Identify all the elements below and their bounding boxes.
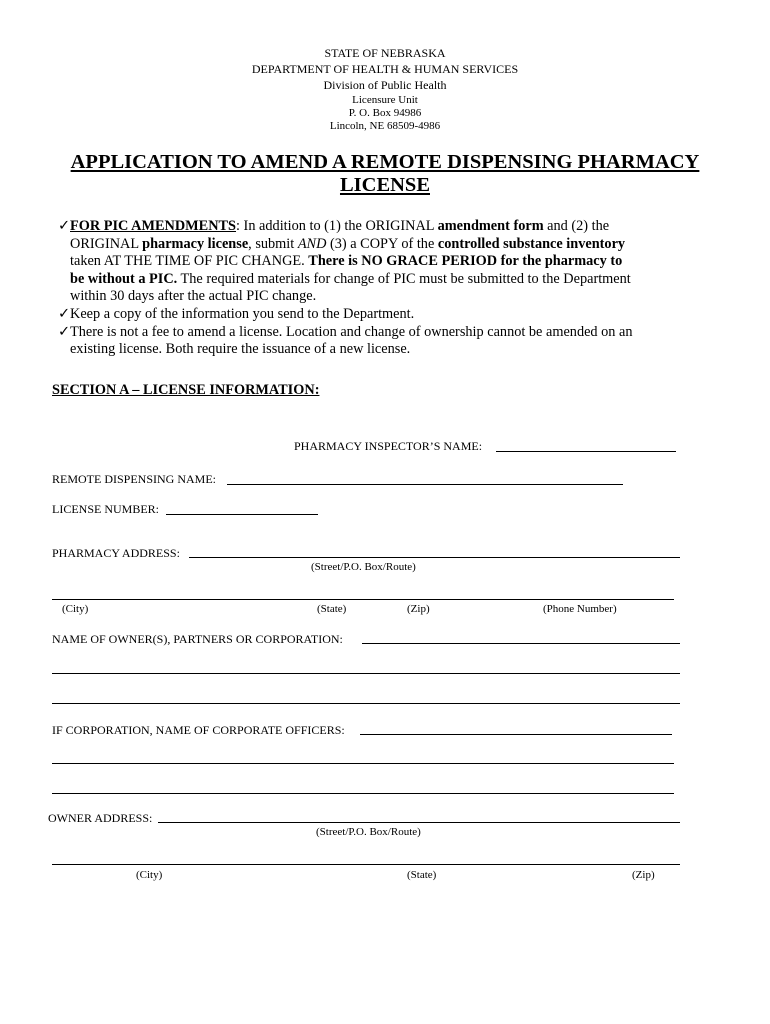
checkmark-icon: ✓ — [58, 323, 70, 340]
pic-text: within 30 days after the actual PIC change. — [70, 288, 317, 305]
license-number-label: LICENSE NUMBER: — [52, 502, 160, 516]
inspector-name-field[interactable] — [496, 451, 676, 452]
pic-text: (3) a COPY of the — [326, 235, 438, 252]
corporate-officers-field-line2[interactable] — [52, 763, 674, 764]
city-caption-owner: (City) — [136, 869, 163, 881]
street-caption-owner: (Street/P.O. Box/Route) — [316, 826, 421, 838]
pic-italic-text: AND — [297, 235, 327, 252]
pic-text: taken AT THE TIME OF PIC CHANGE. — [70, 253, 309, 270]
pic-text: : In addition to (1) the ORIGINAL — [236, 218, 438, 234]
pic-text: , submit — [248, 235, 298, 252]
pharmacy-address-label: PHARMACY ADDRESS: — [52, 546, 180, 560]
corporate-officers-label: IF CORPORATION, NAME OF CORPORATE OFFICERS: — [52, 723, 345, 737]
remote-dispensing-name-field[interactable] — [227, 484, 623, 485]
keep-copy-text: Keep a copy of the information you send to the Department. — [70, 305, 415, 322]
header-department: DEPARTMENT OF HEALTH & HUMAN SERVICES — [251, 62, 519, 76]
pic-heading: FOR PIC AMENDMENTS — [70, 218, 237, 234]
owner-address-label: OWNER ADDRESS: — [48, 811, 153, 825]
pic-text: ORIGINAL — [70, 235, 143, 252]
license-number-field[interactable] — [166, 514, 318, 515]
state-caption: (State) — [317, 603, 347, 615]
section-a-heading: SECTION A – LICENSE INFORMATION: — [52, 382, 320, 398]
pharmacy-address-street-field[interactable] — [189, 557, 680, 558]
pharmacy-address-city-field[interactable] — [52, 599, 674, 600]
header-division: Division of Public Health — [323, 78, 447, 92]
zip-caption: (Zip) — [407, 603, 430, 615]
owners-field[interactable] — [362, 643, 680, 644]
owners-label: NAME OF OWNER(S), PARTNERS OR CORPORATION: — [52, 632, 343, 646]
pic-bold-text: There is NO GRACE PERIOD for the pharmacy to — [308, 253, 623, 270]
city-caption: (City) — [62, 603, 89, 615]
phone-caption: (Phone Number) — [543, 603, 617, 615]
pic-text: The required materials for change of PIC must be submitted to the Department — [177, 270, 631, 287]
document-title-line2: LICENSE — [339, 174, 430, 196]
zip-caption-owner: (Zip) — [632, 869, 655, 881]
inspector-name-label: PHARMACY INSPECTOR’S NAME: — [294, 439, 483, 453]
checkmark-icon: ✓ — [58, 305, 70, 322]
pic-bold-text: amendment form — [437, 218, 544, 234]
owners-field-line2[interactable] — [52, 673, 680, 674]
street-caption: (Street/P.O. Box/Route) — [311, 561, 416, 573]
pic-amendments-paragraph — [58, 218, 738, 359]
corporate-officers-field[interactable] — [360, 734, 672, 735]
fee-text: existing license. Both require the issuance of a new license. — [70, 341, 411, 358]
owner-address-street-field[interactable] — [158, 822, 680, 823]
checkmark-icon: ✓ — [58, 218, 70, 234]
header-po-box: P. O. Box 94986 — [348, 107, 422, 119]
owner-address-city-field[interactable] — [52, 864, 680, 865]
pic-bold-text: controlled substance inventory — [437, 235, 626, 252]
remote-dispensing-name-label: REMOTE DISPENSING NAME: — [52, 472, 217, 486]
pic-bold-text: pharmacy license — [142, 235, 249, 252]
corporate-officers-field-line3[interactable] — [52, 793, 674, 794]
pic-text: and (2) the — [543, 218, 610, 234]
header-city: Lincoln, NE 68509-4986 — [329, 120, 441, 132]
document-title-line1: APPLICATION TO AMEND A REMOTE DISPENSING PHARMACY — [70, 151, 700, 173]
header-unit: Licensure Unit — [352, 94, 418, 106]
header-state: STATE OF NEBRASKA — [324, 46, 446, 60]
fee-text: There is not a fee to amend a license. Location and change of ownership cannot be amended on an — [70, 323, 633, 340]
pic-bold-text: be without a PIC. — [70, 270, 178, 287]
owners-field-line3[interactable] — [52, 703, 680, 704]
state-caption-owner: (State) — [407, 869, 437, 881]
